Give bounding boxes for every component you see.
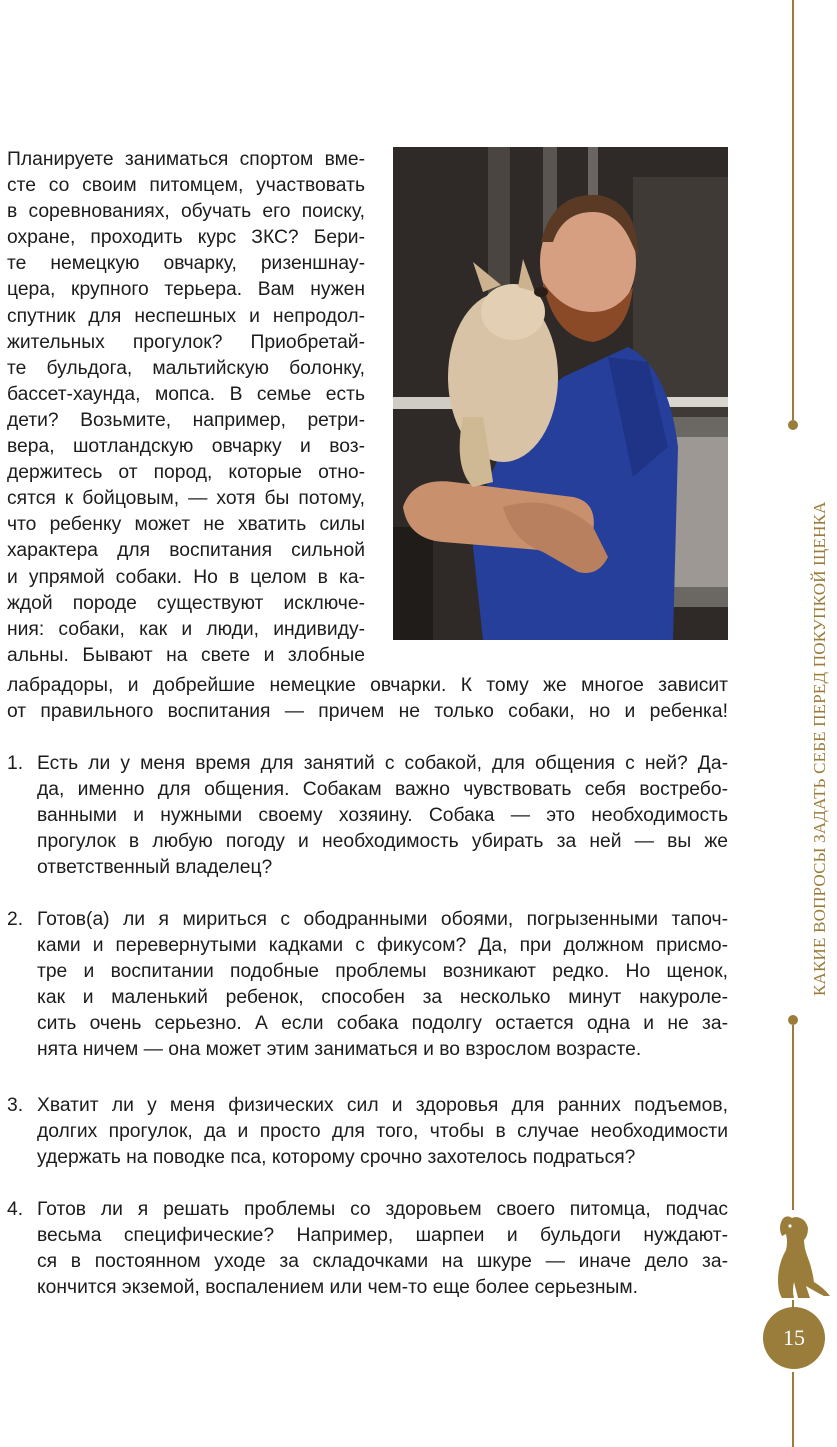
text-line: цера, крупного терьера. Вам нужен xyxy=(7,279,365,301)
list-item-text xyxy=(37,751,728,881)
text-line: держитесь от пород, которые отно- xyxy=(7,462,365,484)
text-line: от правильного воспитания — причем не только собаки, но и ребенка! xyxy=(7,701,728,723)
rail-dot-top xyxy=(788,420,798,430)
photo-man-with-dog xyxy=(393,147,728,640)
list-item-text xyxy=(37,1197,728,1301)
text-line: дети? Возьмите, например, ретри- xyxy=(7,409,365,431)
rail-line-middle xyxy=(792,1025,794,1210)
text-line: Планируете заниматься спортом вме- xyxy=(7,149,365,170)
text-line: прогулок в любую погоду и необходимость убирать за ней — вы же xyxy=(37,831,728,853)
text-line: и упрямой собаки. Но в целом в ка- xyxy=(7,566,365,588)
text-line: сить очень серьезно. А если собака подолгу остается одна и не за- xyxy=(37,1013,728,1035)
intro-paragraph-narrow xyxy=(7,147,365,669)
text-line: весьма специфические? Например, шарпеи и бульдоги нуждают- xyxy=(37,1225,728,1247)
text-line: альны. Бывают на свете и злобные xyxy=(7,644,365,666)
list-number: 3. xyxy=(7,1095,24,1116)
list-item-text xyxy=(37,907,728,1064)
text-line: бассет-хаунда, мопса. В семье есть xyxy=(7,383,365,405)
list-number: 1. xyxy=(7,753,24,774)
rail-dot-bottom xyxy=(788,1015,798,1025)
text-line: жительных прогулок? Приобретай- xyxy=(7,331,365,353)
rail-line-bottom xyxy=(792,1372,794,1447)
list-number: 2. xyxy=(7,909,24,930)
text-line: ками и перевернутыми кадками с фикусом? Да, при должном присмо- xyxy=(37,935,728,957)
text-line: Есть ли у меня время для занятий с собакой, для общения с ней? Да- xyxy=(37,753,728,774)
list-item-text xyxy=(37,1093,728,1171)
text-line: сятся к бойцовым, — хотя бы потому, xyxy=(7,488,365,510)
text-line: кончится экземой, воспалением или чем-то еще более серьезным. xyxy=(37,1277,639,1299)
text-line: ждой породе существуют исключе- xyxy=(7,592,365,614)
text-line: характера для воспитания сильной xyxy=(7,540,365,562)
text-line: Готов(а) ли я мириться с ободранными обоями, погрызенными тапоч- xyxy=(37,909,728,930)
photo-illustration xyxy=(393,147,728,640)
text-line: лабрадоры, и добрейшие немецкие овчарки. К тому же многое зависит xyxy=(7,675,728,696)
text-line: ния: собаки, как и люди, индивиду- xyxy=(7,618,365,640)
text-line: долгих прогулок, да и просто для того, чтобы в случае необходимости xyxy=(37,1121,728,1143)
text-line: те бульдога, мальтийскую болонку, xyxy=(7,357,365,379)
text-line: в соревнованиях, обучать его поиску, xyxy=(7,201,365,223)
text-line: Хватит ли у меня физических сил и здоровья для ранних подъемов, xyxy=(37,1095,728,1116)
text-line: вера, шотландскую овчарку и воз- xyxy=(7,436,365,458)
text-line: нята ничем — она может этим заниматься и во взрослом возрасте. xyxy=(37,1039,642,1061)
text-line: охране, проходить курс ЗКС? Бери- xyxy=(7,227,365,249)
text-line: те немецкую овчарку, ризеншнау- xyxy=(7,253,365,275)
intro-paragraph-wide xyxy=(7,673,728,725)
text-line: ся в постоянном уходе за складочками на шкуре — иначе дело за- xyxy=(37,1251,728,1273)
text-line: сте со своим питомцем, участвовать xyxy=(7,175,365,197)
list-number: 4. xyxy=(7,1199,24,1220)
rail-line-top xyxy=(792,0,794,420)
page-number: 15 xyxy=(763,1307,825,1369)
sitting-dog-icon xyxy=(764,1212,832,1300)
text-line: удержать на поводке пса, которому срочно захотелось подраться? xyxy=(37,1147,636,1169)
running-title: КАКИЕ ВОПРОСЫ ЗАДАТЬ СЕБЕ ПЕРЕД ПОКУПКОЙ ЩЕНКА xyxy=(810,501,829,996)
text-line: спутник для неспешных и непродол- xyxy=(7,305,365,327)
text-line: как и маленький ребенок, способен за несколько минут накуроле- xyxy=(37,987,728,1009)
text-line: да, именно для общения. Собакам важно чувствовать себя востребо- xyxy=(37,779,728,801)
text-line: ванными и нужными своему хозяину. Собака — это необходимость xyxy=(37,805,728,827)
text-line: что ребенку может не хватить силы xyxy=(7,514,365,536)
text-line: Готов ли я решать проблемы со здоровьем своего питомца, подчас xyxy=(37,1199,728,1220)
text-line: ответственный владелец? xyxy=(37,857,273,879)
text-line: тре и воспитании подобные проблемы возникают редко. Но щенок, xyxy=(37,961,728,983)
